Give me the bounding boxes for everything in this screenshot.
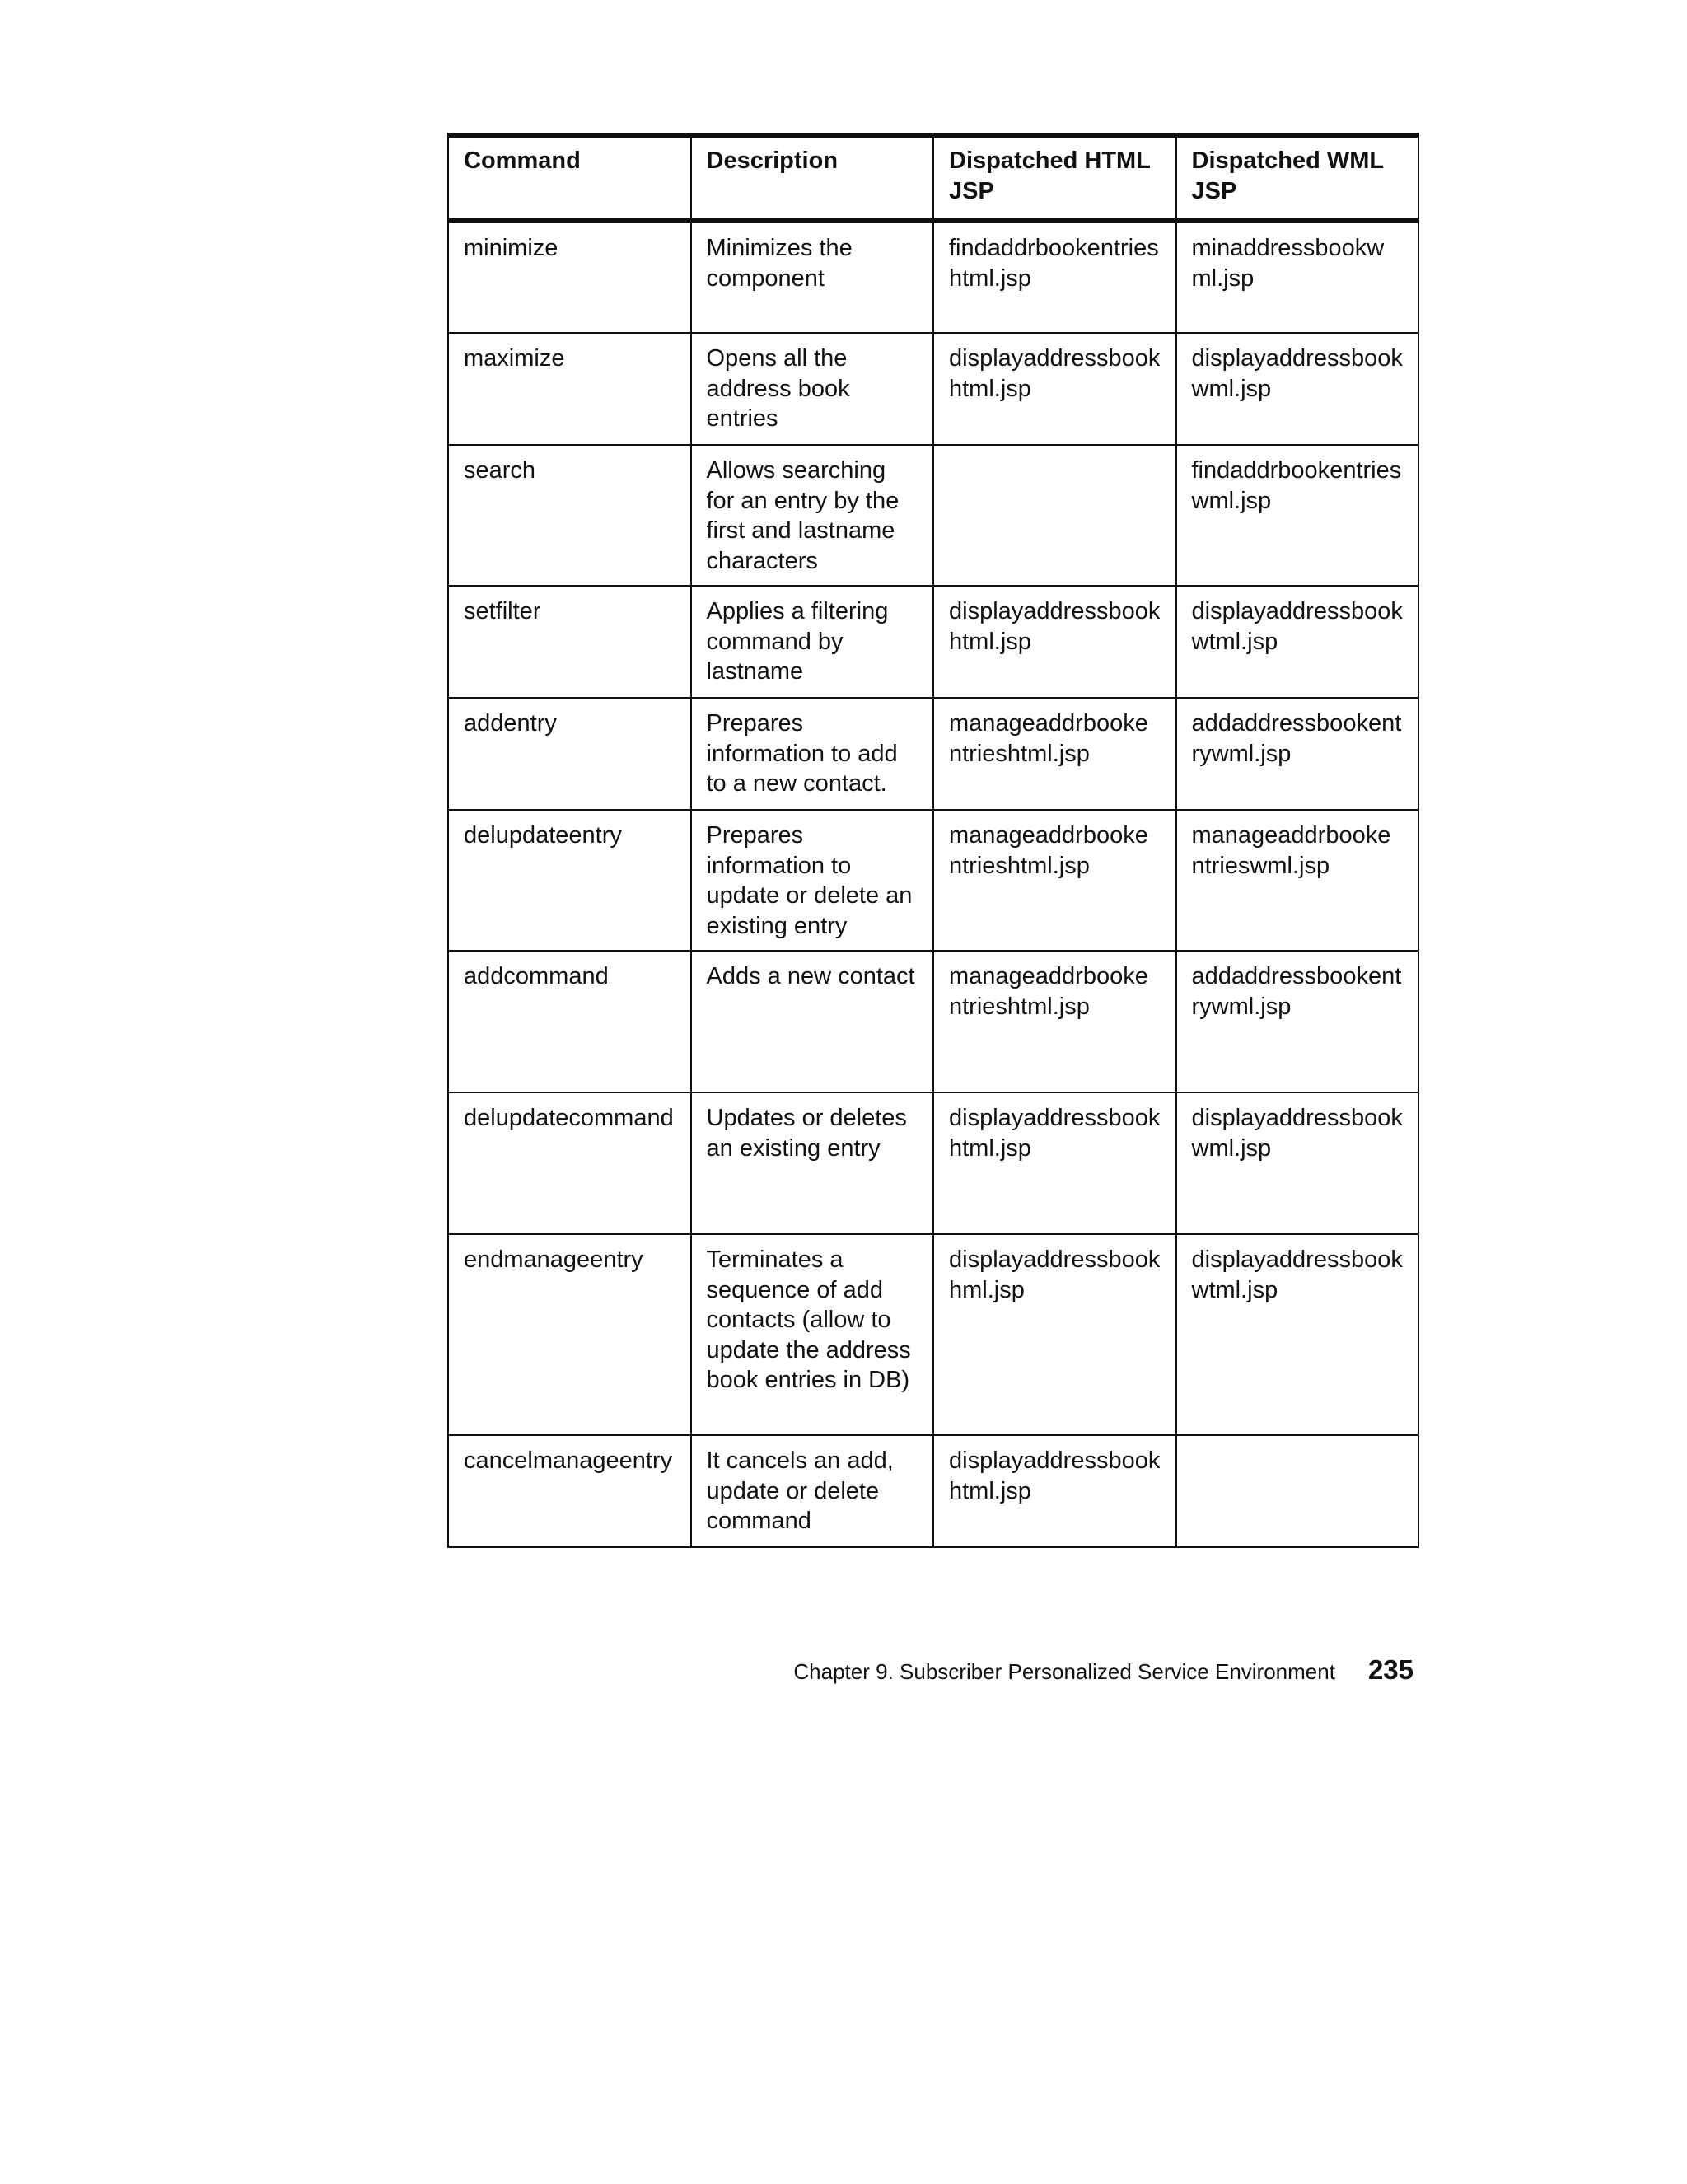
cell-description: Updates or deletes an existing entry [691,1092,934,1234]
cell-wml-jsp: findaddrbookentrieswml.jsp [1176,445,1419,586]
cell-html-jsp: displayaddressbookhtml.jsp [933,1092,1176,1234]
cell-command: setfilter [448,586,691,698]
cell-description: Adds a new contact [691,951,934,1092]
table-row [448,698,1418,810]
cell-description: Terminates a sequence of add contacts (allow to update the address book entries in DB) [691,1234,934,1435]
cell-wml-jsp: displayaddressbookwtml.jsp [1176,1234,1419,1435]
cell-description: Allows searching for an entry by the first and lastname characters [691,445,934,586]
table-row [448,586,1418,698]
table-row [448,810,1418,951]
cell-command: search [448,445,691,586]
cell-command: addcommand [448,951,691,1092]
cell-wml-jsp: displayaddressbookwml.jsp [1176,1092,1419,1234]
table-row [448,1092,1418,1234]
page-number: 235 [1367,1654,1414,1685]
cell-wml-jsp: displayaddressbookwml.jsp [1176,333,1419,445]
header-wml-jsp: Dispatched WML JSP [1176,135,1419,221]
cell-wml-jsp: displayaddressbookwtml.jsp [1176,586,1419,698]
cell-description: Opens all the address book entries [691,333,934,445]
cell-html-jsp: displayaddressbookhtml.jsp [933,586,1176,698]
header-command: Command [448,135,691,221]
cell-wml-jsp: minaddressbookwml.jsp [1176,221,1419,333]
cell-command: addentry [448,698,691,810]
chapter-title: Chapter 9. Subscriber Personalized Service Environment [793,1659,1335,1684]
cell-html-jsp: manageaddrbookentrieshtml.jsp [933,810,1176,951]
table-row [448,951,1418,1092]
cell-command: delupdateentry [448,810,691,951]
cell-html-jsp: findaddrbookentrieshtml.jsp [933,221,1176,333]
header-row [448,135,1418,221]
cell-command: endmanageentry [448,1234,691,1435]
cell-command: cancelmanageentry [448,1435,691,1547]
header-description: Description [691,135,934,221]
cell-command: maximize [448,333,691,445]
table-header [448,135,1418,221]
page-footer [0,1654,1414,1686]
table-row [448,1234,1418,1435]
cell-wml-jsp: addaddressbookentrywml.jsp [1176,698,1419,810]
cell-wml-jsp [1176,1435,1419,1547]
cell-wml-jsp: addaddressbookentrywml.jsp [1176,951,1419,1092]
table-body [448,221,1418,1547]
cell-html-jsp: manageaddrbookentrieshtml.jsp [933,698,1176,810]
cell-description: It cancels an add, update or delete command [691,1435,934,1547]
table-row [448,221,1418,333]
cell-html-jsp: manageaddrbookentrieshtml.jsp [933,951,1176,1092]
cell-wml-jsp: manageaddrbookentrieswml.jsp [1176,810,1419,951]
cell-command: minimize [448,221,691,333]
cell-description: Prepares information to add to a new contact. [691,698,934,810]
table-row [448,1435,1418,1547]
command-table [447,133,1419,1548]
header-html-jsp: Dispatched HTML JSP [933,135,1176,221]
cell-html-jsp: displayaddressbookhml.jsp [933,1234,1176,1435]
table-row [448,445,1418,586]
cell-html-jsp: displayaddressbookhtml.jsp [933,333,1176,445]
cell-description: Prepares information to update or delete an existing entry [691,810,934,951]
cell-html-jsp [933,445,1176,586]
cell-html-jsp: displayaddressbookhtml.jsp [933,1435,1176,1547]
cell-description: Applies a filtering command by lastname [691,586,934,698]
table-row [448,333,1418,445]
cell-command: delupdatecommand [448,1092,691,1234]
cell-description: Minimizes the component [691,221,934,333]
